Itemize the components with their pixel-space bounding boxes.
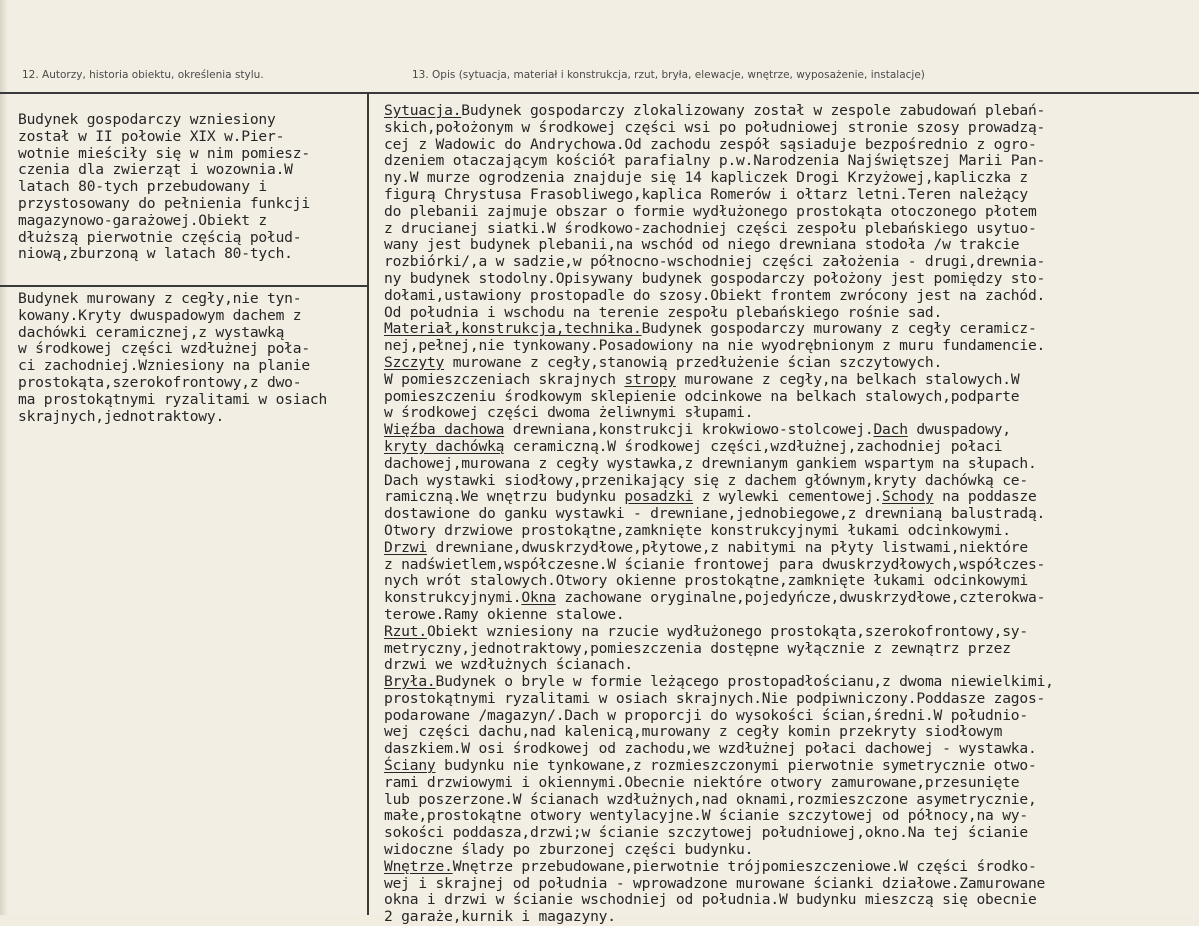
- right-line: terowe.Ramy okienne stalowe.: [384, 605, 625, 623]
- right-line: konstrukcyjnymi.Okna zachowane oryginalne,pojedyńcze,dwuskrzydłowe,czterokwa-: [384, 589, 1046, 607]
- right-line: 2 garaże,kurnik i magazyny.: [384, 908, 616, 926]
- left-top-line: czenia dla zwierząt i wozownia.W: [18, 161, 293, 179]
- right-line: widoczne ślady po zburzonej części budynku.: [384, 841, 754, 859]
- right-line: Ściany budynku nie tynkowane,z rozmieszczonymi pierwotnie symetrycznie otwo-: [384, 757, 1037, 775]
- left-top-line: Budynek gospodarczy wzniesiony: [18, 111, 276, 128]
- left-bottom-line: w środkowej części wzdłużnej poła-: [18, 340, 310, 358]
- left-top-line: dłuższą pierwotnie częścią połud-: [18, 228, 302, 246]
- header-rule: [0, 92, 1199, 94]
- right-line: dostawione do ganku wystawki - drewniane,jednobiegowe,z drewnianą balustradą.: [384, 505, 1046, 523]
- left-top-line: przystosowany do pełnienia funkcji: [18, 194, 310, 212]
- description-text: [384, 103, 1054, 926]
- right-line: małe,prostokątne otwory wentylacyjne.W ścianie szczytowej od północy,na wy-: [384, 807, 1028, 825]
- right-line: wany jest budynek plebanii,na wschód od niego drewniana stodoła /w trakcie: [384, 236, 1020, 254]
- right-line: Szczyty murowane z cegły,stanowią przedłużenie ścian szczytowych.: [384, 353, 943, 371]
- right-line: ny budynek stodolny.Opisywany budynek gospodarczy położony jest pomiędzy sto-: [384, 269, 1046, 287]
- column-divider: [367, 92, 369, 915]
- left-top-line: wotnie mieściły się w nim pomiesz-: [18, 144, 310, 162]
- right-line: skich,położonym w środkowej części wsi po południowej stronie szosy prowadzą-: [384, 118, 1046, 136]
- right-line: lub poszerzone.W ścianach wzdłużnych,nad oknami,rozmieszczone asymetrycznie,: [384, 790, 1037, 808]
- right-line: nej,pełnej,nie tynkowany.Posadowiony na nie wyodrębnionym z muru fundamencie.: [384, 337, 1046, 355]
- history-text: [18, 112, 310, 263]
- right-line: Drzwi drewniane,dwuskrzydłowe,płytowe,z nabitymi na płyty listwami,niektóre: [384, 538, 1028, 556]
- right-line: Bryła.Budynek o bryle w formie leżącego prostopadłościanu,z dwoma niewielkimi,: [384, 673, 1054, 691]
- right-line: wej części dachu,nad kalenicą,murowany z cegły komin przekryty siodłowym: [384, 723, 1003, 741]
- right-line: dachowej,murowana z cegły wystawka,z drewnianym gankiem wspartym na słupach.: [384, 454, 1037, 472]
- left-top-line: niową,zburzoną w latach 80-tych.: [18, 245, 293, 263]
- right-line: cej z Wadowic do Andrychowa.Od zachodu zespół sąsiaduje bezpośrednio z ogro-: [384, 135, 1037, 153]
- construction-summary-text: [18, 291, 327, 425]
- right-line: prostokątnymi ryzalitami w osiach skrajnych.Nie podpiwniczony.Poddasze zagos-: [384, 689, 1046, 707]
- right-line: okna i drzwi w ścianie wschodniej od południa.W budynku mieszczą się obecnie: [384, 891, 1037, 909]
- right-line: dzeniem otaczającym kościół parafialny p.w.Narodzenia Najświętszej Marii Pan-: [384, 152, 1046, 170]
- left-top-line: magazynowo-garażowej.Obiekt z: [18, 211, 267, 229]
- right-line: daszkiem.W osi środkowej od zachodu,we wzdłużnej połaci dachowej - wystawka.: [384, 740, 1037, 758]
- left-bottom-line: ma prostokątnymi ryzalitami w osiach: [18, 390, 328, 408]
- field-13-label: 13. Opis (sytuacja, materiał i konstrukcja, rzut, bryła, elewacje, wnętrze, wyposażenie, instalacje): [412, 69, 925, 81]
- right-line: Otwory drzwiowe prostokątne,zamknięte konstrukcyjnymi łukami odcinkowymi.: [384, 521, 1011, 539]
- left-top-line: latach 80-tych przebudowany i: [18, 178, 267, 196]
- right-line: W pomieszczeniach skrajnych stropy murowane z cegły,na belkach stalowych.W: [384, 370, 1020, 388]
- right-line: Więźba dachowa drewniana,konstrukcji krokwiowo-stolcowej.Dach dwuspadowy,: [384, 421, 1011, 439]
- right-line: z nadświetlem,współczesne.W ścianie frontowej para dwuskrzydłowych,współczes-: [384, 555, 1046, 573]
- left-bottom-line: skrajnych,jednotraktowy.: [18, 407, 225, 425]
- right-line: rozbiórki/,a w sadzie,w północno-wschodniej części założenia - drugi,drewnia-: [384, 253, 1046, 271]
- right-line: ny.W murze ogrodzenia znajduje się 14 kapliczek Drogi Krzyżowej,kapliczka z: [384, 169, 1028, 187]
- right-line: z drucianej siatki.W środkowo-zachodniej części zespołu plebańskiego usytuo-: [384, 219, 1037, 237]
- right-line: ramiczną.We wnętrzu budynku posadzki z wylewki cementowej.Schody na poddasze: [384, 488, 1037, 506]
- right-line: wej i skrajnej od południa - wprowadzone murowane ścianki działowe.Zamurowane: [384, 874, 1046, 892]
- left-bottom-line: ci zachodniej.Wzniesiony na planie: [18, 357, 310, 375]
- right-line: Rzut.Obiekt wzniesiony na rzucie wydłużonego prostokąta,szerokofrontowy,sy-: [384, 622, 1028, 640]
- right-line: w środkowej części dwoma żeliwnymi słupami.: [384, 404, 754, 422]
- left-bottom-line: kowany.Kryty dwuspadowym dachem z: [18, 306, 302, 324]
- right-line: nych wrót stalowych.Otwory okienne prostokątne,zamknięte łukami odcinkowymi: [384, 572, 1028, 590]
- right-line: podarowane /magazyn/.Dach w proporcji do wysokości ścian,średni.W południo-: [384, 706, 1028, 724]
- right-line: sokości poddasza,drzwi;w ścianie szczytowej południowej,okno.Na tej ścianie: [384, 824, 1028, 842]
- right-line: metryczny,jednotraktowy,pomieszczenia dostępne wyłącznie z zewnątrz przez: [384, 639, 1011, 657]
- right-line: Od południa i wschodu na terenie zespołu plebańskiego rośnie sad.: [384, 303, 943, 321]
- field-12-label: 12. Autorzy, historia obiektu, określenia stylu.: [22, 69, 264, 81]
- right-line: Dach wystawki siodłowy,przenikający się z dachem głównym,kryty dachówką ce-: [384, 471, 1028, 489]
- right-line: figurą Chrystusa Frasobliwego,kaplica Romerów i ołtarz letni.Teren należący: [384, 185, 1028, 203]
- right-line: Materiał,konstrukcja,technika.Budynek gospodarczy murowany z cegły ceramicz-: [384, 320, 1037, 338]
- left-section-rule: [0, 285, 368, 287]
- right-line: drzwi we wzdłużnych ścianach.: [384, 656, 633, 674]
- right-line: rami drzwiowymi i okiennymi.Obecnie niektóre otwory zamurowane,przesunięte: [384, 773, 1020, 791]
- left-bottom-line: Budynek murowany z cegły,nie tyn-: [18, 290, 302, 307]
- right-line: do plebanii zajmuje obszar o formie wydłużonego prostokąta otoczonego płotem: [384, 202, 1037, 220]
- right-line: Wnętrze.Wnętrze przebudowane,pierwotnie trójpomieszczeniowe.W części środko-: [384, 857, 1037, 875]
- right-line: dołami,ustawiony prostopadle do szosy.Obiekt frontem zwrócony jest na zachód.: [384, 286, 1046, 304]
- left-bottom-line: prostokąta,szerokofrontowy,z dwo-: [18, 373, 302, 391]
- right-line: pomieszczeniu środkowym sklepienie odcinkowe na belkach stalowych,podparte: [384, 387, 1020, 405]
- left-top-line: został w II połowie XIX w.Pier-: [18, 127, 285, 145]
- right-line: Sytuacja.Budynek gospodarczy zlokalizowany został w zespole zabudowań plebań-: [384, 102, 1046, 119]
- left-bottom-line: dachówki ceramicznej,z wystawką: [18, 323, 285, 341]
- right-line: kryty dachówką ceramiczną.W środkowej części,wzdłużnej,zachodniej połaci: [384, 437, 1003, 455]
- page-edge: [0, 0, 8, 915]
